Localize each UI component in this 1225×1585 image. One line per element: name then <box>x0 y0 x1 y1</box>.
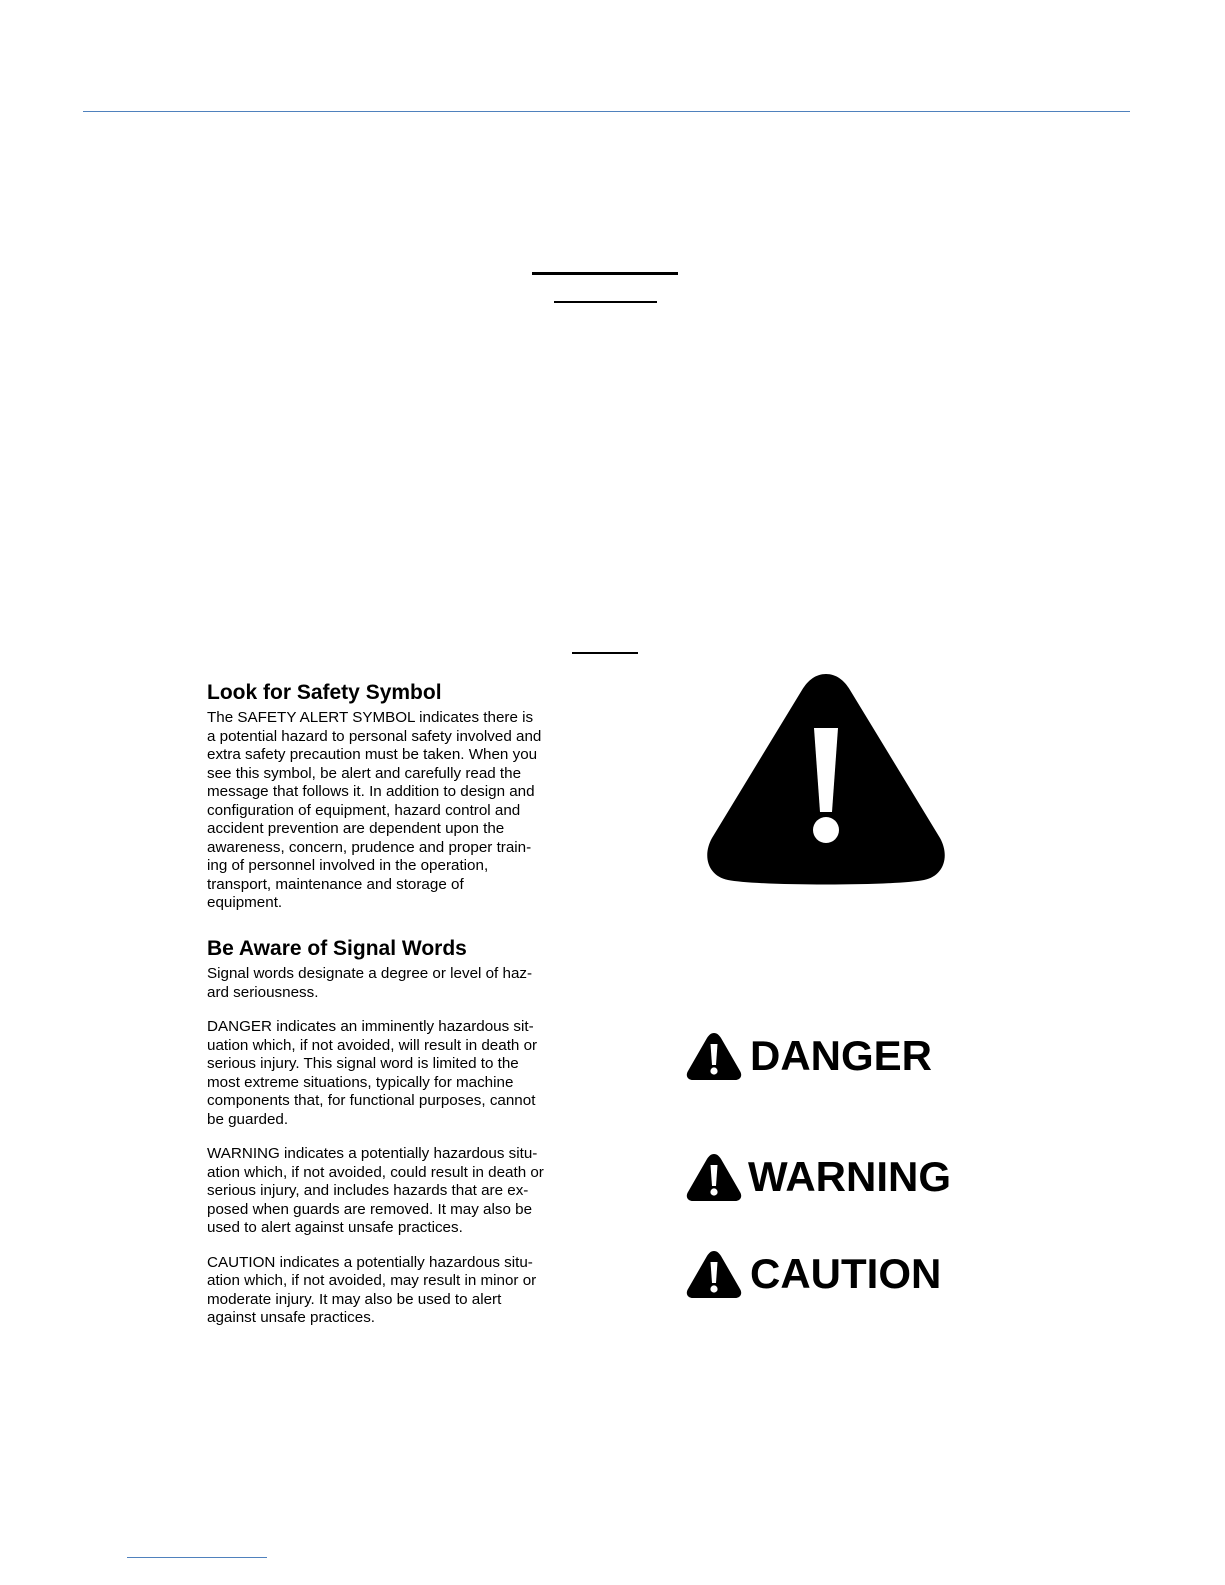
danger-paragraph <box>207 1018 582 1129</box>
paragraph-line: configuration of equipment, hazard control and <box>207 801 521 819</box>
exclamation-triangle-icon <box>686 1152 742 1202</box>
paragraph-line: accident prevention are dependent upon the <box>207 820 505 837</box>
signal-words-intro <box>207 965 582 1002</box>
paragraph-line: see this symbol, be alert and carefully read the <box>207 764 522 782</box>
paragraph-line: awareness, concern, prudence and proper train- <box>207 838 532 856</box>
paragraph-line: serious injury. This signal word is limited to the <box>207 1055 519 1072</box>
paragraph-line: components that, for functional purposes, cannot <box>207 1092 536 1109</box>
paragraph-line: against unsafe practices. <box>207 1309 376 1326</box>
signal-words-section <box>207 937 582 1328</box>
danger-signal-badge <box>686 1030 932 1082</box>
caution-signal-badge <box>686 1248 941 1300</box>
exclamation-triangle-icon <box>686 1031 742 1081</box>
paragraph-line: ing of personnel involved in the operation, <box>207 857 489 874</box>
paragraph-line: extra safety precaution must be taken. When you <box>207 746 538 763</box>
header-rule <box>83 111 1130 112</box>
caution-paragraph <box>207 1254 582 1328</box>
paragraph-line: be guarded. <box>207 1110 289 1128</box>
paragraph-line: ation which, if not avoided, could result in death or <box>207 1163 544 1181</box>
danger-label: DANGER <box>750 1032 933 1079</box>
paragraph-line: uation which, if not avoided, will result in death or <box>207 1036 538 1054</box>
paragraph-line: ard seriousness. <box>207 983 319 1001</box>
paragraph-line: serious injury, and includes hazards that are ex- <box>207 1182 529 1199</box>
title-underline <box>532 272 678 275</box>
exclamation-triangle-icon <box>686 1249 742 1299</box>
paragraph-line: WARNING indicates a potentially hazardous situ- <box>207 1145 538 1162</box>
paragraph-line: moderate injury. It may also be used to alert <box>207 1290 502 1308</box>
caution-label: CAUTION <box>750 1250 942 1297</box>
safety-symbol-section <box>207 681 582 913</box>
paragraph-line: The SAFETY ALERT SYMBOL indicates there is <box>207 709 534 726</box>
footer-rule <box>127 1557 267 1558</box>
warning-signal-badge <box>686 1151 951 1203</box>
paragraph-line: equipment. <box>207 894 283 911</box>
paragraph-line: transport, maintenance and storage of <box>207 875 464 893</box>
paragraph-line: used to alert against unsafe practices. <box>207 1219 463 1236</box>
safety-symbol-paragraph <box>207 709 582 913</box>
warning-paragraph <box>207 1145 582 1238</box>
signal-words-heading: Be Aware of Signal Words <box>207 937 467 960</box>
paragraph-line: message that follows it. In addition to design and <box>207 783 535 800</box>
section-underline <box>572 652 638 654</box>
safety-symbol-heading: Look for Safety Symbol <box>207 681 442 704</box>
paragraph-line: CAUTION indicates a potentially hazardous situ- <box>207 1253 533 1271</box>
paragraph-line: Signal words designate a degree or level of haz- <box>207 965 533 982</box>
paragraph-line: DANGER indicates an imminently hazardous sit- <box>207 1018 534 1035</box>
paragraph-line: posed when guards are removed. It may also be <box>207 1200 533 1218</box>
safety-alert-triangle-icon <box>704 670 948 885</box>
subtitle-underline <box>554 301 657 303</box>
paragraph-line: a potential hazard to personal safety involved and <box>207 727 542 745</box>
paragraph-line: most extreme situations, typically for machine <box>207 1073 514 1091</box>
paragraph-line: ation which, if not avoided, may result in minor or <box>207 1272 537 1289</box>
warning-label: WARNING <box>748 1153 951 1200</box>
